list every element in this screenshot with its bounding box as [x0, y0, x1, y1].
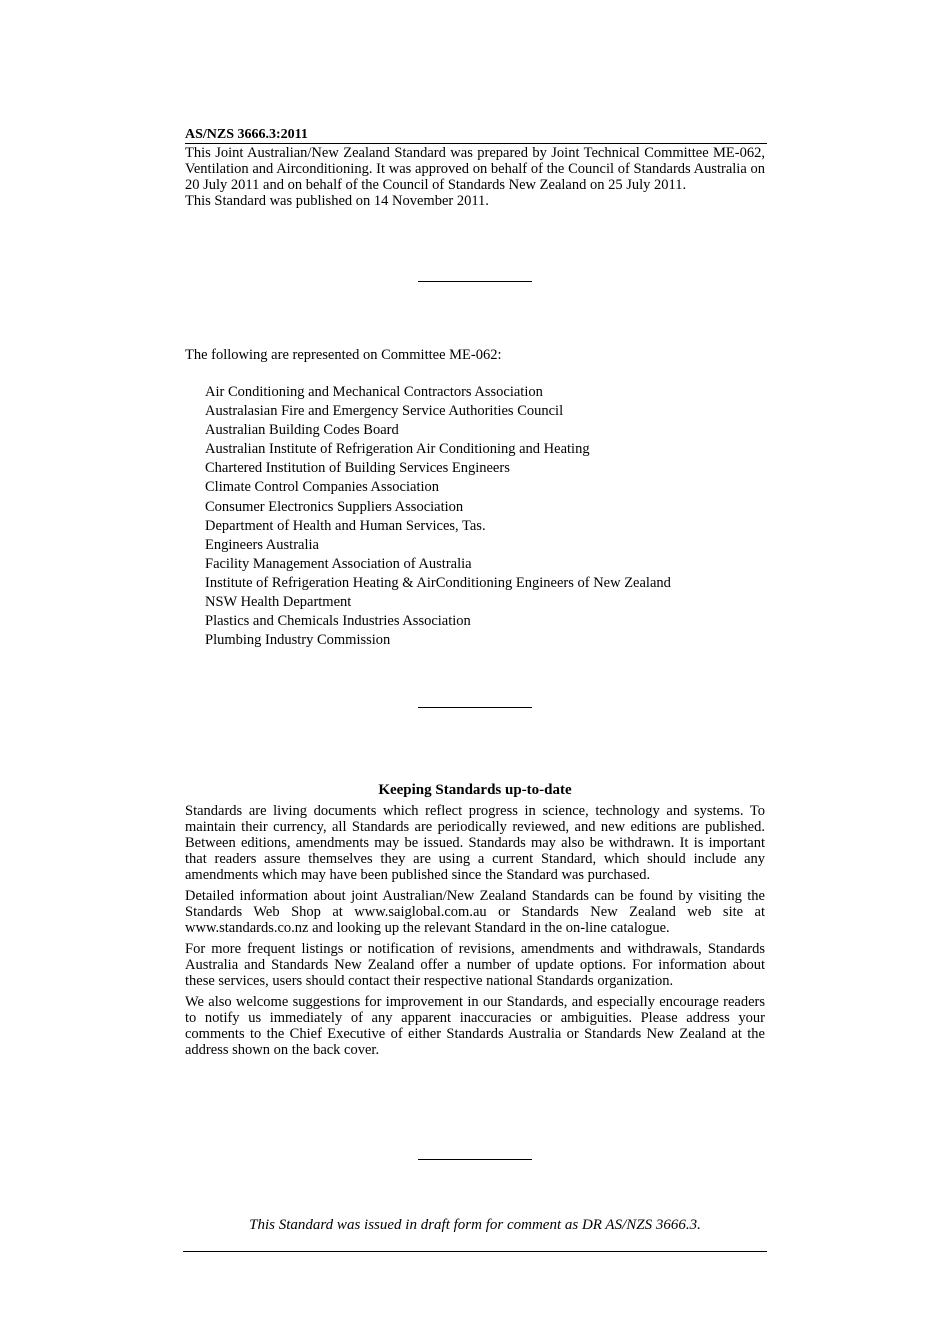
- committee-member: Engineers Australia: [205, 536, 319, 553]
- committee-member: Australasian Fire and Emergency Service Authorities Council: [205, 403, 564, 420]
- committee-member: Australian Building Codes Board: [205, 422, 399, 439]
- committee-member: Institute of Refrigeration Heating & AirConditioning Engineers of New Zealand: [205, 574, 671, 591]
- preparation-statement: [185, 145, 765, 209]
- committee-member: Air Conditioning and Mechanical Contractors Association: [205, 384, 543, 400]
- publication-date: This Standard was published on 14 November 2011.: [185, 193, 489, 209]
- committee-member: Plastics and Chemicals Industries Association: [205, 613, 471, 630]
- keeping-paragraph: We also welcome suggestions for improvement in our Standards, and especially encourage readers to notify us immediately of any apparent inaccuracies or ambiguities. Please address your comments to the Chief Executive of either Standards Australia or Standards New Zealand at the address shown on the back cover.: [185, 994, 765, 1058]
- committee-member: Plumbing Industry Commission: [205, 632, 391, 649]
- section-divider: [418, 281, 532, 282]
- committee-member: Chartered Institution of Building Services Engineers: [205, 460, 510, 477]
- approval-paragraph: This Joint Australian/New Zealand Standard was prepared by Joint Technical Committee ME-062, Ventilation and Airconditioning. It was approved on behalf of the Council of Standards Australia on 20 July 2011 and on behalf of the Council of Standards New Zealand on 25 July 2011.: [185, 145, 765, 193]
- committee-member: Climate Control Companies Association: [205, 479, 439, 496]
- keeping-standards-body: [185, 803, 765, 1063]
- keeping-paragraph: Standards are living documents which reflect progress in science, technology and systems. To maintain their currency, all Standards are periodically reviewed, and new editions are published. Between editions, amendments may be issued. Standards may also be withdrawn. It is important that readers assure themselves they are using a current Standard, which should include any amendments which may have been published since the Standard was purchased.: [185, 803, 765, 883]
- draft-note: This Standard was issued in draft form for comment as DR AS/NZS 3666.3.: [249, 1217, 701, 1233]
- section-divider: [418, 1159, 532, 1160]
- section-divider: [418, 707, 532, 708]
- document-code: AS/NZS 3666.3:2011: [185, 126, 767, 144]
- committee-member: Australian Institute of Refrigeration Air Conditioning and Heating: [205, 441, 590, 458]
- committee-member: Facility Management Association of Australia: [205, 555, 472, 572]
- committee-member: Consumer Electronics Suppliers Association: [205, 498, 464, 515]
- keeping-standards-heading: Keeping Standards up-to-date: [378, 782, 572, 798]
- keeping-paragraph: Detailed information about joint Australian/New Zealand Standards can be found by visiting the Standards Web Shop at www.saiglobal.com.au or Standards New Zealand web site at www.standards.co.nz and looking up the relevant Standard in the on-line catalogue.: [185, 888, 765, 936]
- committee-member-list: [205, 383, 671, 650]
- committee-member: Department of Health and Human Services, Tas.: [205, 517, 486, 534]
- committee-member: NSW Health Department: [205, 594, 352, 611]
- footer-rule: [183, 1251, 767, 1252]
- keeping-paragraph: For more frequent listings or notification of revisions, amendments and withdrawals, Standards Australia and Standards New Zealand offer a number of update options. For information about these services, users should contact their respective national Standards organization.: [185, 941, 765, 989]
- committee-intro: The following are represented on Committee ME-062:: [185, 347, 502, 363]
